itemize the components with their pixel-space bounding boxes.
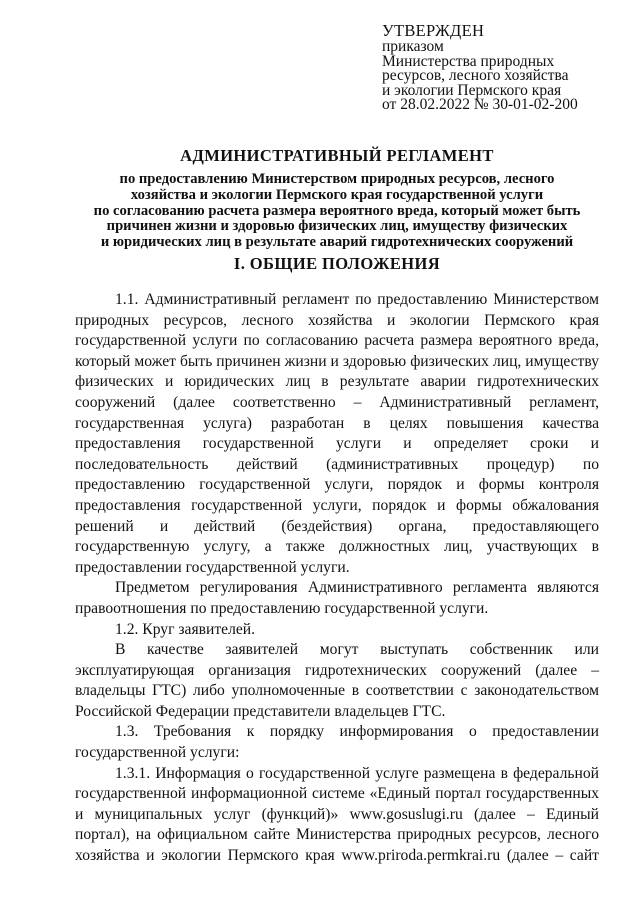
paragraph-1-3-1: 1.3.1. Информация о государственной услуге размещена в федеральной государственной информационной системе «Единый портал государственных и муниципальных услуг (функций)» www.gosuslugi.ru (далее – Единый портал), на официальном сайте Министерства природных ресурсов, лесного хозяйства и экологии Пермского края www.priroda.permkrai.ru (далее – сайт (75, 764, 599, 865)
paragraph-1-1: 1.1. Административный регламент по предоставлению Министерством природных ресурсов, лесного хозяйства и экологии Пермского края государственной услуги по согласованию расчета размера вероятного вреда, который может быть причинен жизни и здоровью физических лиц, имуществу физических и юридических лиц в результате аварии гидротехнических сооружений (далее соответственно – Административный регламент, государственная услуга) разработан в целях повышения качества предоставления государственной услуги и определяет сроки и последовательность действий (административных процедур) по предоставлению государственной услуги, порядок и формы контроля предоставления государственной услуги, порядок и формы обжалования решений и действий (бездействия) органа, предоставляющего государственную услугу, а также должностных лиц, участвующих в предоставлении государственной услуги. (75, 291, 599, 576)
approval-line: и экологии Пермского края (382, 81, 562, 99)
subtitle-line: хозяйства и экологии Пермского края государственной услуги (130, 186, 544, 203)
subtitle-line: по предоставлению Министерством природных ресурсов, лесного (119, 171, 555, 187)
document-subtitle (75, 172, 599, 251)
subtitle-line: по согласованию расчета размера вероятного вреда, который может быть (93, 202, 581, 219)
paragraph-subject: Предметом регулирования Административного регламента являются правоотношения по предоставлению государственной услуги. (75, 579, 599, 617)
approval-line: ресурсов, лесного хозяйства (382, 67, 569, 84)
paragraph-1-3: 1.3. Требования к порядку информирования о предоставлении государственной услуги: (75, 723, 599, 762)
approval-title: УТВЕРЖДЕН (382, 21, 485, 40)
paragraph-1-2: 1.2. Круг заявителей. (115, 620, 256, 638)
subtitle-line: и юридических лиц в результате аварий гидротехнических сооружений (100, 234, 574, 251)
approval-line: Министерства природных (382, 52, 555, 70)
document-title: АДМИНИСТРАТИВНЫЙ РЕГЛАМЕНТ (180, 146, 494, 165)
document-title-block (75, 146, 599, 251)
subtitle-line: причинен жизни и здоровью физических лиц, имуществу физических (106, 218, 568, 235)
paragraph-applicants: В качестве заявителей могут выступать собственник или эксплуатирующая организация гидротехнических сооружений (далее – владельцы ГТС) либо уполномоченные в соответствии с законодательством Российской Федерации представители владельцев ГТС. (75, 641, 599, 720)
approval-line: приказом (382, 38, 444, 55)
document-body (75, 290, 599, 867)
section-heading: I. ОБЩИЕ ПОЛОЖЕНИЯ (233, 254, 441, 273)
approval-stamp (382, 22, 578, 113)
approval-line: от 28.02.2022 № 30-01-02-200 (382, 96, 578, 113)
